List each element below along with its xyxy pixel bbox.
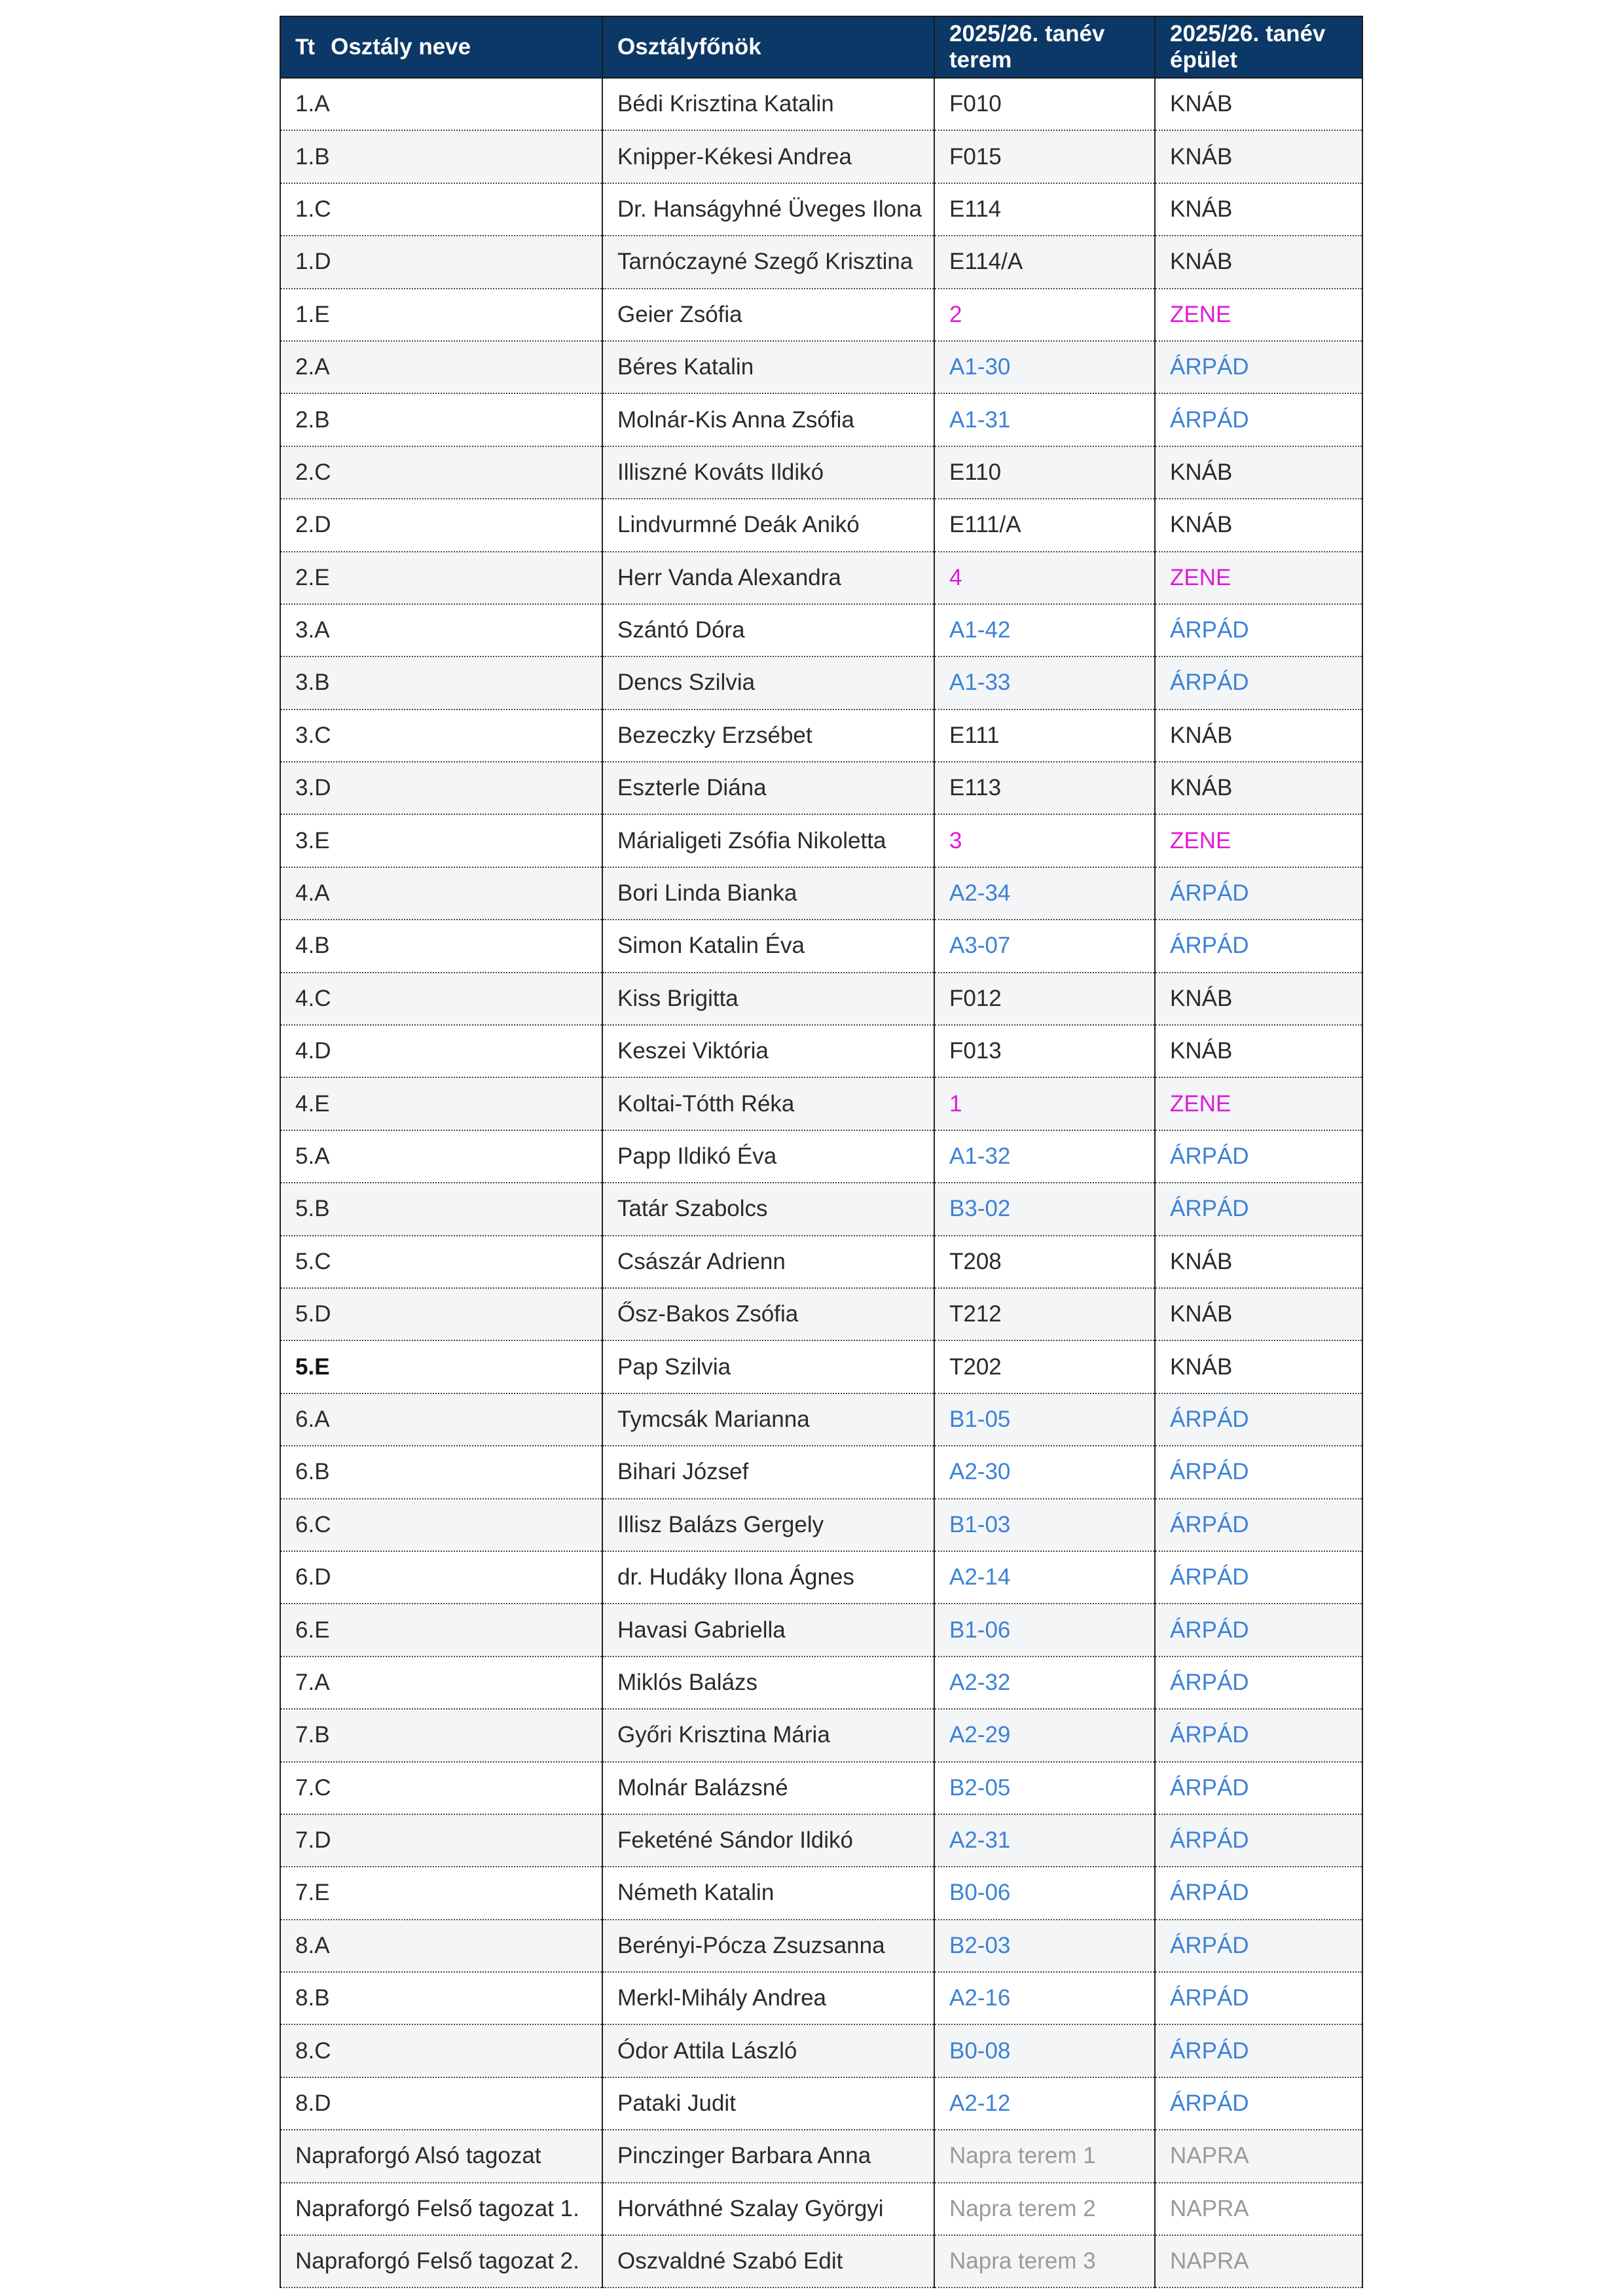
- cell-class-name[interactable]: 3.C: [280, 709, 602, 762]
- cell-room[interactable]: A1-42: [934, 604, 1155, 656]
- cell-teacher[interactable]: Császár Adrienn: [602, 1236, 934, 1288]
- cell-class-name[interactable]: 3.B: [280, 656, 602, 709]
- cell-building[interactable]: ÁRPÁD: [1155, 1762, 1362, 1814]
- cell-teacher[interactable]: Molnár Balázsné: [602, 1762, 934, 1814]
- cell-teacher[interactable]: Havasi Gabriella: [602, 1604, 934, 1656]
- cell-teacher[interactable]: Simon Katalin Éva: [602, 920, 934, 972]
- cell-teacher[interactable]: Szántó Dóra: [602, 604, 934, 656]
- cell-teacher[interactable]: Dr. Hanságyhné Üveges Ilona: [602, 183, 934, 236]
- cell-building[interactable]: ÁRPÁD: [1155, 1814, 1362, 1867]
- cell-teacher[interactable]: Eszterle Diána: [602, 762, 934, 814]
- cell-building[interactable]: ÁRPÁD: [1155, 2024, 1362, 2077]
- table-row: [280, 1288, 1362, 1340]
- cell-teacher[interactable]: Knipper-Kékesi Andrea: [602, 130, 934, 183]
- cell-class-name[interactable]: 4.D: [280, 1025, 602, 1077]
- cell-room[interactable]: A2-34: [934, 867, 1155, 920]
- cell-room[interactable]: 1: [934, 1077, 1155, 1130]
- cell-room[interactable]: F013: [934, 1025, 1155, 1077]
- cell-teacher[interactable]: Kiss Brigitta: [602, 973, 934, 1025]
- cell-building[interactable]: ÁRPÁD: [1155, 1446, 1362, 1498]
- table-row: [280, 2183, 1362, 2235]
- table-row: [280, 236, 1362, 288]
- cell-building[interactable]: ÁRPÁD: [1155, 1604, 1362, 1656]
- cell-teacher[interactable]: Tatár Szabolcs: [602, 1183, 934, 1235]
- cell-building[interactable]: ÁRPÁD: [1155, 1709, 1362, 1761]
- cell-building[interactable]: KNÁB: [1155, 78, 1362, 130]
- cell-teacher[interactable]: Lindvurmné Deák Anikó: [602, 499, 934, 551]
- cell-room[interactable]: A2-30: [934, 1446, 1155, 1498]
- cell-building[interactable]: ÁRPÁD: [1155, 867, 1362, 920]
- cell-building[interactable]: ÁRPÁD: [1155, 1130, 1362, 1183]
- cell-room[interactable]: E114/A: [934, 236, 1155, 288]
- header-teacher[interactable]: Osztályfőnök: [602, 16, 934, 78]
- cell-teacher[interactable]: Németh Katalin: [602, 1867, 934, 1919]
- cell-room[interactable]: Napra terem 3: [934, 2235, 1155, 2287]
- cell-class-name[interactable]: 8.C: [280, 2024, 602, 2077]
- cell-building[interactable]: KNÁB: [1155, 709, 1362, 762]
- header-building[interactable]: 2025/26. tanév épület: [1155, 16, 1362, 78]
- cell-class-name[interactable]: 1.E: [280, 289, 602, 341]
- table-row: [280, 1236, 1362, 1288]
- cell-teacher[interactable]: Bezeczky Erzsébet: [602, 709, 934, 762]
- cell-teacher[interactable]: Dencs Szilvia: [602, 656, 934, 709]
- cell-class-name[interactable]: 1.D: [280, 236, 602, 288]
- table-row: [280, 1604, 1362, 1656]
- cell-building[interactable]: ÁRPÁD: [1155, 341, 1362, 393]
- cell-teacher[interactable]: Geier Zsófia: [602, 289, 934, 341]
- cell-building[interactable]: KNÁB: [1155, 183, 1362, 236]
- cell-room[interactable]: E114: [934, 183, 1155, 236]
- cell-room[interactable]: F010: [934, 78, 1155, 130]
- cell-class-name[interactable]: 6.B: [280, 1446, 602, 1498]
- cell-teacher[interactable]: Illisz Balázs Gergely: [602, 1499, 934, 1551]
- cell-class-name[interactable]: 8.A: [280, 1920, 602, 1972]
- table-header: [280, 16, 1362, 78]
- cell-building[interactable]: ÁRPÁD: [1155, 1972, 1362, 2024]
- cell-building[interactable]: NAPRA: [1155, 2235, 1362, 2287]
- cell-room[interactable]: A1-30: [934, 341, 1155, 393]
- cell-room[interactable]: B3-02: [934, 1183, 1155, 1235]
- cell-class-name[interactable]: 5.E: [280, 1340, 602, 1393]
- cell-class-name[interactable]: Napraforgó Felső tagozat 1.: [280, 2183, 602, 2235]
- table-row: [280, 762, 1362, 814]
- cell-room[interactable]: A2-32: [934, 1657, 1155, 1709]
- cell-teacher[interactable]: Ódor Attila László: [602, 2024, 934, 2077]
- table-row: [280, 604, 1362, 656]
- cell-class-name[interactable]: 7.A: [280, 1657, 602, 1709]
- cell-class-name[interactable]: 1.A: [280, 78, 602, 130]
- table-row: [280, 1340, 1362, 1393]
- cell-class-name[interactable]: 6.C: [280, 1499, 602, 1551]
- cell-class-name[interactable]: 5.D: [280, 1288, 602, 1340]
- cell-room[interactable]: A1-31: [934, 393, 1155, 446]
- table-row: [280, 656, 1362, 709]
- class-table: [280, 16, 1363, 2288]
- cell-class-name[interactable]: 7.D: [280, 1814, 602, 1867]
- cell-teacher[interactable]: Feketéné Sándor Ildikó: [602, 1814, 934, 1867]
- cell-building[interactable]: KNÁB: [1155, 236, 1362, 288]
- cell-building[interactable]: KNÁB: [1155, 762, 1362, 814]
- table-row: [280, 973, 1362, 1025]
- table-row: [280, 2235, 1362, 2287]
- table-row: [280, 1446, 1362, 1498]
- cell-teacher[interactable]: Ősz-Bakos Zsófia: [602, 1288, 934, 1340]
- cell-class-name[interactable]: 7.C: [280, 1762, 602, 1814]
- cell-building[interactable]: ÁRPÁD: [1155, 1499, 1362, 1551]
- table-row: [280, 393, 1362, 446]
- cell-class-name[interactable]: Napraforgó Alsó tagozat: [280, 2130, 602, 2182]
- cell-room[interactable]: F012: [934, 973, 1155, 1025]
- cell-building[interactable]: ÁRPÁD: [1155, 1551, 1362, 1604]
- table-row: [280, 2077, 1362, 2130]
- cell-class-name[interactable]: 4.B: [280, 920, 602, 972]
- table-row: [280, 1499, 1362, 1551]
- cell-building[interactable]: NAPRA: [1155, 2183, 1362, 2235]
- cell-room[interactable]: F015: [934, 130, 1155, 183]
- table-row: [280, 78, 1362, 130]
- cell-teacher[interactable]: Pinczinger Barbara Anna: [602, 2130, 934, 2182]
- cell-building[interactable]: KNÁB: [1155, 130, 1362, 183]
- cell-building[interactable]: KNÁB: [1155, 1236, 1362, 1288]
- table-row: [280, 1657, 1362, 1709]
- cell-building[interactable]: ÁRPÁD: [1155, 1867, 1362, 1919]
- cell-room[interactable]: 3: [934, 814, 1155, 867]
- cell-teacher[interactable]: Bihari József: [602, 1446, 934, 1498]
- cell-building[interactable]: ÁRPÁD: [1155, 393, 1362, 446]
- cell-room[interactable]: Napra terem 2: [934, 2183, 1155, 2235]
- cell-building[interactable]: ÁRPÁD: [1155, 656, 1362, 709]
- cell-building[interactable]: KNÁB: [1155, 499, 1362, 551]
- cell-class-name[interactable]: 4.A: [280, 867, 602, 920]
- cell-building[interactable]: KNÁB: [1155, 973, 1362, 1025]
- cell-class-name[interactable]: 6.E: [280, 1604, 602, 1656]
- cell-teacher[interactable]: Pataki Judit: [602, 2077, 934, 2130]
- cell-building[interactable]: KNÁB: [1155, 446, 1362, 499]
- cell-teacher[interactable]: Béres Katalin: [602, 341, 934, 393]
- header-room[interactable]: 2025/26. tanév terem: [934, 16, 1155, 78]
- table-row: [280, 1393, 1362, 1446]
- cell-class-name[interactable]: 3.D: [280, 762, 602, 814]
- header-row: [280, 16, 1362, 78]
- cell-room[interactable]: A3-07: [934, 920, 1155, 972]
- table-row: [280, 446, 1362, 499]
- cell-class-name[interactable]: 7.E: [280, 1867, 602, 1919]
- cell-building[interactable]: ÁRPÁD: [1155, 920, 1362, 972]
- cell-building[interactable]: ÁRPÁD: [1155, 1657, 1362, 1709]
- cell-class-name[interactable]: Napraforgó Felső tagozat 2.: [280, 2235, 602, 2287]
- cell-class-name[interactable]: 2.E: [280, 552, 602, 604]
- cell-teacher[interactable]: Pap Szilvia: [602, 1340, 934, 1393]
- cell-room[interactable]: 2: [934, 289, 1155, 341]
- cell-room[interactable]: A2-14: [934, 1551, 1155, 1604]
- cell-room[interactable]: T212: [934, 1288, 1155, 1340]
- cell-teacher[interactable]: Keszei Viktória: [602, 1025, 934, 1077]
- cell-class-name[interactable]: 5.C: [280, 1236, 602, 1288]
- table-row: [280, 183, 1362, 236]
- cell-class-name[interactable]: 7.B: [280, 1709, 602, 1761]
- cell-room[interactable]: A2-16: [934, 1972, 1155, 2024]
- table-row: [280, 814, 1362, 867]
- cell-teacher[interactable]: Koltai-Tótth Réka: [602, 1077, 934, 1130]
- cell-teacher[interactable]: Tarnóczayné Szegő Krisztina: [602, 236, 934, 288]
- cell-room[interactable]: B0-08: [934, 2024, 1155, 2077]
- cell-building[interactable]: ÁRPÁD: [1155, 1393, 1362, 1446]
- table-row: [280, 1972, 1362, 2024]
- cell-teacher[interactable]: Molnár-Kis Anna Zsófia: [602, 393, 934, 446]
- cell-teacher[interactable]: Tymcsák Marianna: [602, 1393, 934, 1446]
- cell-teacher[interactable]: Győri Krisztina Mária: [602, 1709, 934, 1761]
- cell-class-name[interactable]: 6.D: [280, 1551, 602, 1604]
- cell-room[interactable]: B2-03: [934, 1920, 1155, 1972]
- table-row: [280, 709, 1362, 762]
- cell-building[interactable]: ZENE: [1155, 289, 1362, 341]
- cell-class-name[interactable]: 1.C: [280, 183, 602, 236]
- cell-room[interactable]: T208: [934, 1236, 1155, 1288]
- table-row: [280, 1551, 1362, 1604]
- class-table-sheet: [280, 16, 1362, 2288]
- cell-teacher[interactable]: Horváthné Szalay Györgyi: [602, 2183, 934, 2235]
- cell-class-name[interactable]: 4.C: [280, 973, 602, 1025]
- table-row: [280, 1762, 1362, 1814]
- cell-building[interactable]: ÁRPÁD: [1155, 1920, 1362, 1972]
- cell-room[interactable]: A2-29: [934, 1709, 1155, 1761]
- cell-room[interactable]: B1-03: [934, 1499, 1155, 1551]
- cell-teacher[interactable]: Merkl-Mihály Andrea: [602, 1972, 934, 2024]
- cell-building[interactable]: KNÁB: [1155, 1025, 1362, 1077]
- cell-building[interactable]: ÁRPÁD: [1155, 2077, 1362, 2130]
- cell-class-name[interactable]: 2.A: [280, 341, 602, 393]
- cell-building[interactable]: ZENE: [1155, 1077, 1362, 1130]
- cell-room[interactable]: 4: [934, 552, 1155, 604]
- table-row: [280, 499, 1362, 551]
- cell-room[interactable]: Napra terem 1: [934, 2130, 1155, 2182]
- cell-teacher[interactable]: Papp Ildikó Éva: [602, 1130, 934, 1183]
- cell-building[interactable]: NAPRA: [1155, 2130, 1362, 2182]
- cell-class-name[interactable]: 2.D: [280, 499, 602, 551]
- cell-class-name[interactable]: 4.E: [280, 1077, 602, 1130]
- table-row: [280, 1920, 1362, 1972]
- table-row: [280, 1709, 1362, 1761]
- cell-building[interactable]: KNÁB: [1155, 1340, 1362, 1393]
- table-row: [280, 2130, 1362, 2182]
- cell-room[interactable]: E113: [934, 762, 1155, 814]
- table-row: [280, 289, 1362, 341]
- cell-teacher[interactable]: Márialigeti Zsófia Nikoletta: [602, 814, 934, 867]
- table-row: [280, 130, 1362, 183]
- cell-class-name[interactable]: 3.E: [280, 814, 602, 867]
- cell-class-name[interactable]: 5.A: [280, 1130, 602, 1183]
- cell-building[interactable]: ÁRPÁD: [1155, 604, 1362, 656]
- cell-room[interactable]: B1-06: [934, 1604, 1155, 1656]
- cell-room[interactable]: E111/A: [934, 499, 1155, 551]
- header-class-label: Osztály neve: [331, 34, 471, 60]
- cell-class-name[interactable]: 3.A: [280, 604, 602, 656]
- table-row: [280, 1077, 1362, 1130]
- cell-teacher[interactable]: dr. Hudáky Ilona Ágnes: [602, 1551, 934, 1604]
- table-row: [280, 1867, 1362, 1919]
- cell-teacher[interactable]: Bédi Krisztina Katalin: [602, 78, 934, 130]
- cell-teacher[interactable]: Bori Linda Bianka: [602, 867, 934, 920]
- cell-building[interactable]: KNÁB: [1155, 1288, 1362, 1340]
- table-row: [280, 2024, 1362, 2077]
- cell-class-name[interactable]: 2.C: [280, 446, 602, 499]
- cell-teacher[interactable]: Miklós Balázs: [602, 1657, 934, 1709]
- table-row: [280, 1130, 1362, 1183]
- cell-room[interactable]: A2-12: [934, 2077, 1155, 2130]
- cell-class-name[interactable]: 6.A: [280, 1393, 602, 1446]
- cell-room[interactable]: A1-32: [934, 1130, 1155, 1183]
- cell-class-name[interactable]: 8.D: [280, 2077, 602, 2130]
- cell-class-name[interactable]: 8.B: [280, 1972, 602, 2024]
- cell-room[interactable]: B2-05: [934, 1762, 1155, 1814]
- table-row: [280, 341, 1362, 393]
- cell-building[interactable]: ZENE: [1155, 814, 1362, 867]
- header-class-name[interactable]: [280, 16, 602, 78]
- table-row: [280, 552, 1362, 604]
- cell-class-name[interactable]: 5.B: [280, 1183, 602, 1235]
- cell-class-name[interactable]: 2.B: [280, 393, 602, 446]
- cell-teacher[interactable]: Herr Vanda Alexandra: [602, 552, 934, 604]
- cell-room[interactable]: E110: [934, 446, 1155, 499]
- table-row: [280, 1814, 1362, 1867]
- cell-room[interactable]: B1-05: [934, 1393, 1155, 1446]
- cell-teacher[interactable]: Oszvaldné Szabó Edit: [602, 2235, 934, 2287]
- cell-room[interactable]: A2-31: [934, 1814, 1155, 1867]
- table-row: [280, 1025, 1362, 1077]
- text-type-icon: Tt: [295, 35, 314, 60]
- cell-building[interactable]: ÁRPÁD: [1155, 1183, 1362, 1235]
- table-row: [280, 867, 1362, 920]
- table-row: [280, 920, 1362, 972]
- cell-room[interactable]: B0-06: [934, 1867, 1155, 1919]
- table-row: [280, 1183, 1362, 1235]
- cell-room[interactable]: A1-33: [934, 656, 1155, 709]
- table-body: [280, 78, 1362, 2287]
- cell-building[interactable]: ZENE: [1155, 552, 1362, 604]
- cell-class-name[interactable]: 1.B: [280, 130, 602, 183]
- cell-teacher[interactable]: Illiszné Kováts Ildikó: [602, 446, 934, 499]
- cell-teacher[interactable]: Berényi-Pócza Zsuzsanna: [602, 1920, 934, 1972]
- cell-room[interactable]: T202: [934, 1340, 1155, 1393]
- cell-room[interactable]: E111: [934, 709, 1155, 762]
